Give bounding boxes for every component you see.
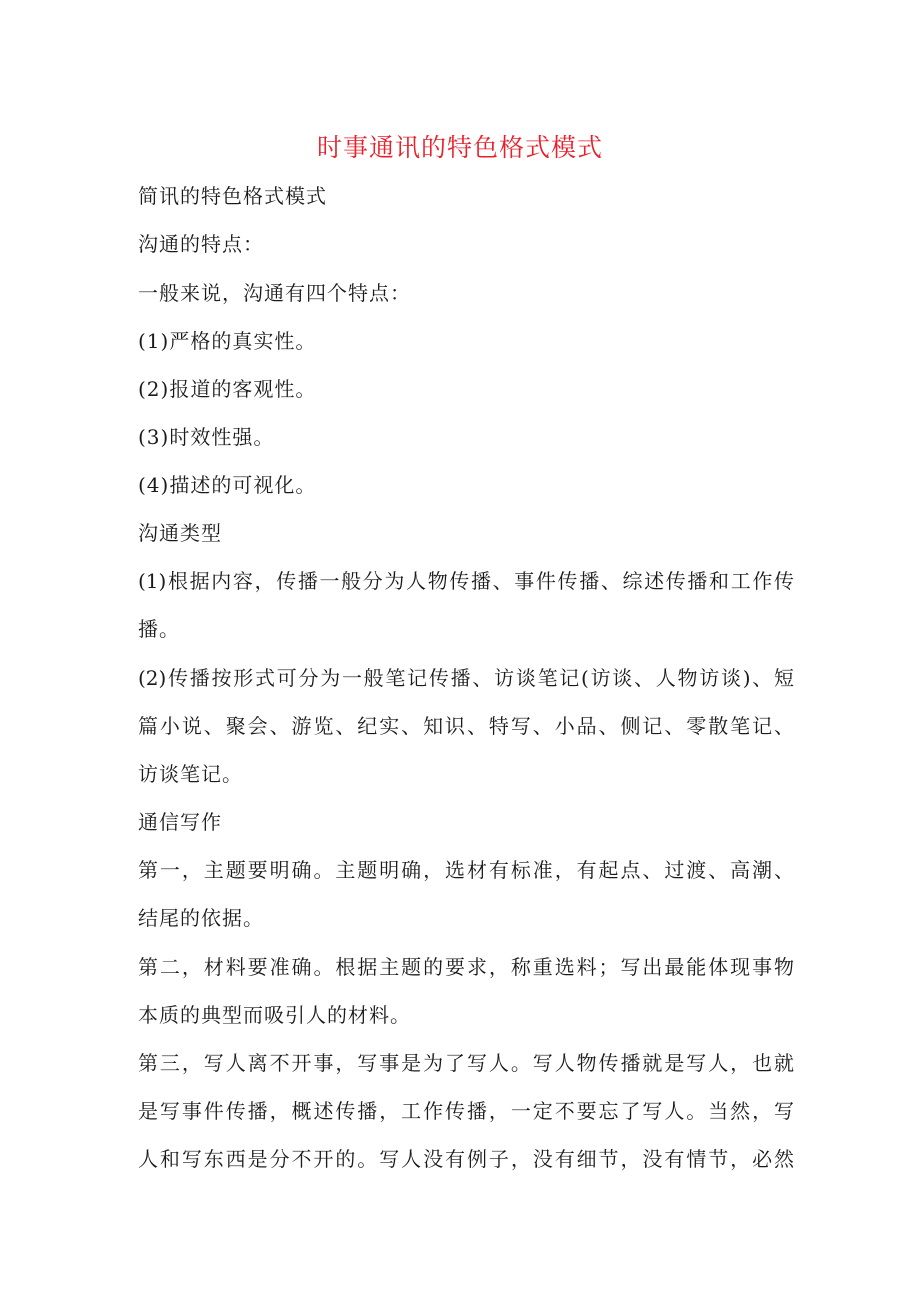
text-line: 第一，主题要明确。主题明确，选材有标准，有起点、过渡、高潮、: [138, 858, 794, 882]
text-line: (2)传播按形式可分为一般笔记传播、访谈笔记(访谈、人物访谈)、短: [138, 666, 794, 690]
text-line: 是写事件传播，概述传播，工作传播，一定不要忘了写人。当然，写: [138, 1099, 794, 1123]
text-line: 本质的典型而吸引人的材料。: [138, 1003, 411, 1027]
text-line: (1)根据内容，传播一般分为人物传播、事件传播、综述传播和工作传: [138, 569, 794, 593]
document-title: 时事通讯的特色格式模式: [316, 133, 603, 162]
text-line: 通信写作: [138, 810, 222, 834]
text-line: 结尾的依据。: [138, 906, 264, 930]
text-line: 篇小说、聚会、游览、纪实、知识、特写、小品、侧记、零散笔记、: [138, 714, 794, 738]
text-line: (3)时效性强。: [138, 425, 275, 449]
text-line: 一般来说，沟通有四个特点：: [138, 281, 411, 305]
text-line: (4)描述的可视化。: [138, 473, 317, 497]
text-line: 简讯的特色格式模式: [138, 184, 327, 208]
text-line: (1)严格的真实性。: [138, 329, 317, 353]
text-line: 访谈笔记。: [138, 762, 243, 786]
text-line: 第三，写人离不开事，写事是为了写人。写人物传播就是写人，也就: [138, 1051, 794, 1075]
text-line: 人和写东西是分不开的。写人没有例子，没有细节，没有情节，必然: [138, 1147, 794, 1171]
text-line: 播。: [138, 617, 180, 641]
text-line: 沟通类型: [138, 521, 222, 545]
text-line: (2)报道的客观性。: [138, 377, 317, 401]
text-line: 沟通的特点：: [138, 232, 264, 256]
text-line: 第二，材料要准确。根据主题的要求，称重选料；写出最能体现事物: [138, 955, 794, 979]
